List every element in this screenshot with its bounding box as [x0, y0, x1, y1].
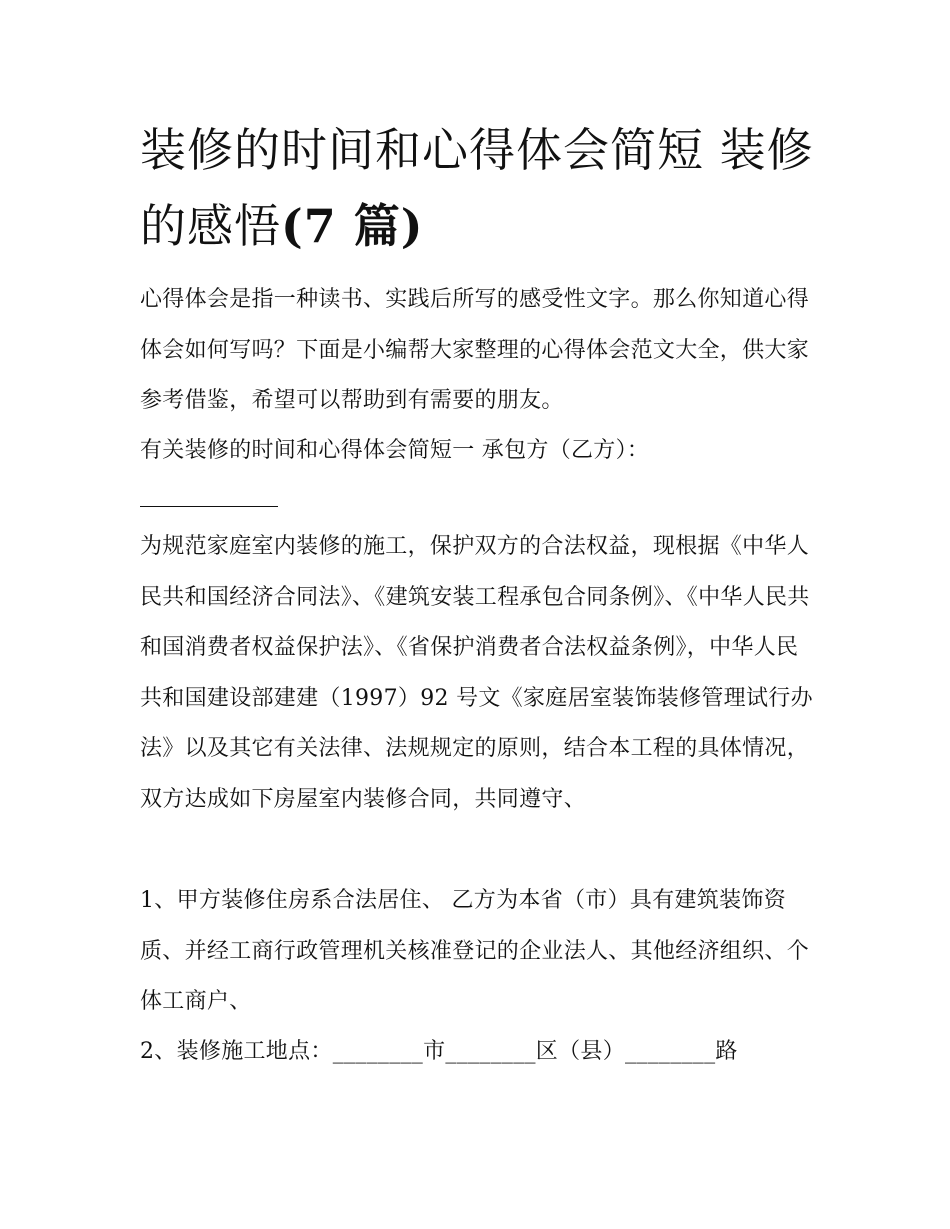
- list-item-2: 2、装修施工地点：________市________区（县）________路: [140, 1039, 738, 1064]
- main-paragraph: 为规范家庭室内装修的施工，保护双方的合法权益，现根据《中华人民共和国经济合同法》、《建筑安装工程承包合同条例》、《中华人民共和国消费者权益保护法》、《省保护消费者合法权益条例》，中华人民共和国建设部建建（1997）92 号文《家庭居室装饰装修管理试行办法》以及其它有关法律、法规规定的原则，结合本工程的具体情况，双方达成如下房屋室内装修合同，共同遵守、: [140, 534, 813, 812]
- section-heading: 有关装修的时间和心得体会简短一 承包方（乙方）：: [140, 438, 650, 463]
- blank-underline: [140, 506, 278, 507]
- document-title: [140, 112, 830, 264]
- title-suffix: (7 篇): [281, 199, 424, 253]
- title-main: 装修的时间和心得体会简短 装修的感悟: [140, 123, 814, 253]
- intro-paragraph: 心得体会是指一种读书、实践后所写的感受性文字。那么你知道心得体会如何写吗？下面是小编帮大家整理的心得体会范文大全，供大家参考借鉴，希望可以帮助到有需要的朋友。: [140, 287, 810, 413]
- list-item-1: 1、甲方装修住房系合法居住、 乙方为本省（市）具有建筑装饰资质、并经工商行政管理机关核准登记的企业法人、其他经济组织、个体工商户、: [140, 888, 810, 1014]
